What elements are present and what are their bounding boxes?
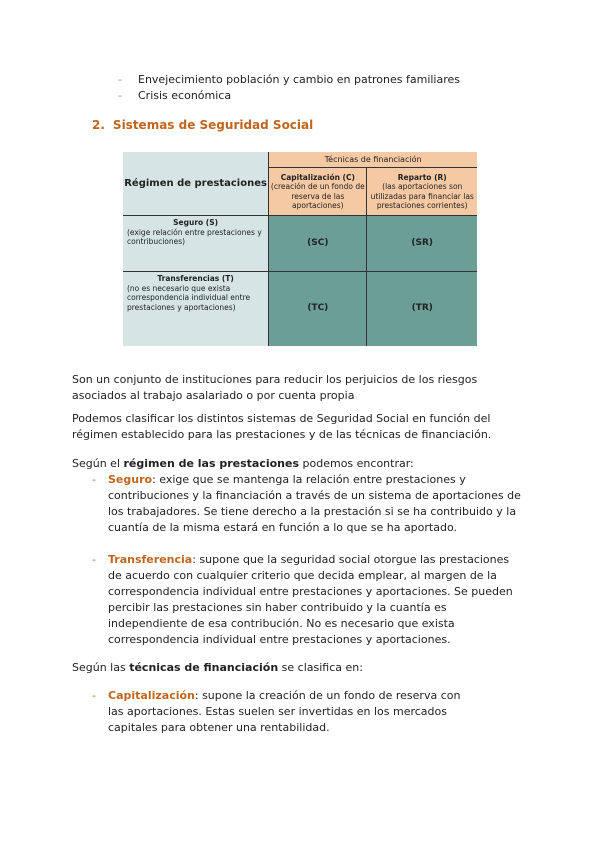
cell-sr: (SR) xyxy=(367,216,477,272)
table-header: Técnicas de financiación xyxy=(269,152,477,168)
row-seguro: Seguro (S) (exige relación entre prestaciones y contribuciones) xyxy=(123,216,269,272)
tecnicas-intro: Según las técnicas de financiación se clasifica en: xyxy=(72,661,363,674)
financing-table xyxy=(123,152,477,346)
row-transferencias: Transferencias (T) (no es necesario que exista correspondencia individual entre prestaciones y aportaciones) xyxy=(123,272,269,347)
regimen-intro: Según el régimen de las prestaciones podemos encontrar: xyxy=(72,457,414,470)
row-header: Régimen de prestaciones xyxy=(123,152,269,216)
col-reparto: Reparto (R) (las aportaciones son utilizadas para financiar las prestaciones corrientes) xyxy=(367,168,477,216)
cell-sc: (SC) xyxy=(269,216,367,272)
list-item: - Seguro: exige que se mantenga la relación entre prestaciones y contribuciones y la financiación a través de un sistema de aportaciones de los trabajadores. Se tiene derecho a la prestación si se ha contribuido y la cuantía de la misma estará en función a lo que se ha aportado. xyxy=(92,473,521,534)
cell-tc: (TC) xyxy=(269,272,367,347)
list-item: - Capitalización: supone la creación de un fondo de reserva con las aportaciones. Estas suelen ser invertidas en los mercados capitales para obtener una rentabilidad. xyxy=(92,689,461,734)
col-capitalizacion: Capitalización (C) (creación de un fondo de reserva de las aportaciones) xyxy=(269,168,367,216)
top-bullet-list xyxy=(118,72,460,104)
list-item: - Transferencia: supone que la seguridad social otorgue las prestaciones de acuerdo con cualquier criterio que decida emplear, al margen de la correspondencia individual entre prestaciones y aportaciones. Se pueden percibir las prestaciones sin haber contribuido y la cuantía es independiente de esa contribución. No es necesario que exista correspondencia individual entre prestaciones y aportaciones. xyxy=(92,553,513,646)
paragraph: Podemos clasificar los distintos sistemas de Seguridad Social en función del régimen establecido para las prestaciones y de las técnicas de financiación. xyxy=(72,412,492,441)
regimen-list xyxy=(92,472,522,648)
list-item: - Envejecimiento población y cambio en patrones familiares xyxy=(118,73,461,86)
section-heading: 2. Sistemas de Seguridad Social xyxy=(92,118,314,132)
paragraph: Son un conjunto de instituciones para reducir los perjuicios de los riesgos asociados al trabajo asalariado o por cuenta propia xyxy=(72,373,478,402)
cell-tr: (TR) xyxy=(367,272,477,347)
list-item: - Crisis económica xyxy=(118,89,232,102)
tecnicas-list xyxy=(92,688,472,736)
